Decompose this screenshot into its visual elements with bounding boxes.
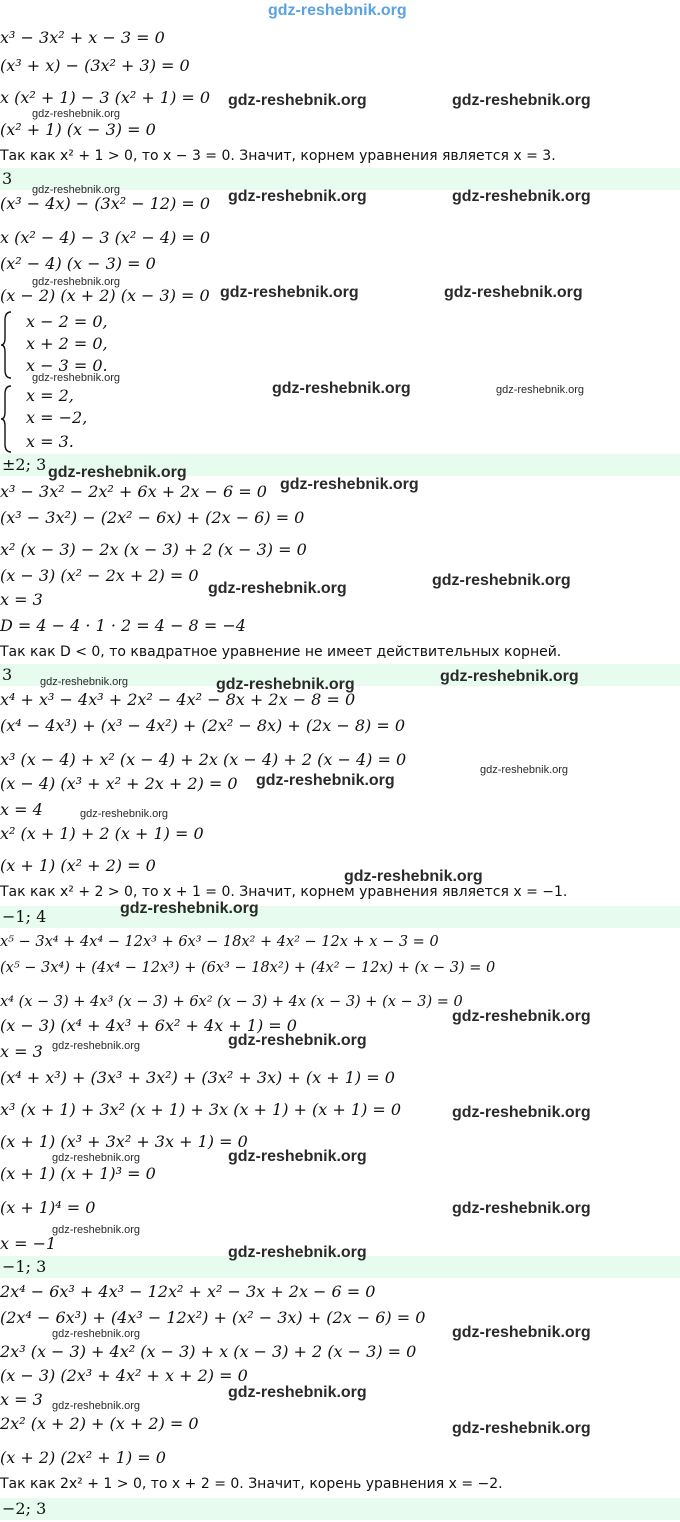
equation-line: (x⁵ − 3x⁴) + (4x⁴ − 12x³) + (6x³ − 18x²) + (4x² − 12x) + (x − 3) = 0: [0, 960, 496, 976]
system-brace: [0, 310, 12, 380]
explanation-text: Так как 2x² + 1 > 0, то x + 2 = 0. Значит, корень уравнения x = −2.: [0, 1476, 503, 1492]
equation-line: (x + 1) (x³ + 3x² + 3x + 1) = 0: [0, 1132, 248, 1151]
equation-line: (2x⁴ − 6x³) + (4x³ − 12x²) + (x² − 3x) + (2x − 6) = 0: [0, 1308, 426, 1327]
watermark: gdz-reshebnik.org: [432, 572, 571, 589]
equation-line: (x³ + x) − (3x² + 3) = 0: [0, 56, 190, 75]
equation-line: x⁵ − 3x⁴ + 4x⁴ − 12x³ + 6x³ − 18x² + 4x² − 12x + x − 3 = 0: [0, 934, 439, 950]
equation-line: (x − 2) (x + 2) (x − 3) = 0: [0, 286, 210, 305]
explanation-text: Так как x² + 2 > 0, то x + 1 = 0. Значит, корнем уравнения является x = −1.: [0, 884, 568, 900]
explanation-text: Так как D < 0, то квадратное уравнение не имеет действительных корней.: [0, 644, 562, 660]
equation-line: 2x³ (x − 3) + 4x² (x − 3) + x (x − 3) + 2 (x − 3) = 0: [0, 1342, 417, 1361]
answer-row: 3: [0, 168, 680, 190]
watermark: gdz-reshebnik.org: [440, 668, 579, 685]
watermark-small: gdz-reshebnik.org: [80, 808, 169, 820]
equation-line: (x + 1) (x² + 2) = 0: [0, 856, 156, 875]
watermark-small: gdz-reshebnik.org: [32, 108, 121, 120]
equation-line: (x + 1) (x + 1)³ = 0: [0, 1164, 156, 1183]
equation-line: x (x² − 4) − 3 (x² − 4) = 0: [0, 228, 211, 247]
equation-line: (x − 3) (x⁴ + 4x³ + 6x² + 4x + 1) = 0: [0, 1016, 297, 1035]
watermark-small: gdz-reshebnik.org: [52, 1152, 141, 1164]
answer-row: ±2; 3: [0, 454, 680, 476]
equation-line: x = 3: [0, 1042, 43, 1061]
watermark: gdz-reshebnik.org: [228, 1244, 367, 1261]
equation-line: 2x² (x + 2) + (x + 2) = 0: [0, 1414, 199, 1433]
system-line: x = 3.: [26, 432, 74, 451]
equation-line: x (x² + 1) − 3 (x² + 1) = 0: [0, 88, 211, 107]
equation-line: (x + 2) (2x² + 1) = 0: [0, 1448, 166, 1467]
explanation-text: Так как x² + 1 > 0, то x − 3 = 0. Значит, корнем уравнения является x = 3.: [0, 148, 556, 164]
equation-line: x² (x + 1) + 2 (x + 1) = 0: [0, 824, 204, 843]
equation-line: (x⁴ + x³) + (3x³ + 3x²) + (3x² + 3x) + (x + 1) = 0: [0, 1068, 395, 1087]
equation-line: x³ − 3x² + x − 3 = 0: [0, 28, 165, 47]
answer-row: −1; 3: [0, 1256, 680, 1278]
equation-line: x = 4: [0, 800, 43, 819]
watermark: gdz-reshebnik.org: [228, 1032, 367, 1049]
equation-line: x³ (x + 1) + 3x² (x + 1) + 3x (x + 1) + (x + 1) = 0: [0, 1100, 402, 1119]
equation-line: (x² − 4) (x − 3) = 0: [0, 254, 156, 273]
watermark: gdz-reshebnik.org: [120, 900, 259, 917]
equation-line: x⁴ + x³ − 4x³ + 2x² − 4x² − 8x + 2x − 8 = 0: [0, 690, 356, 709]
watermark-small: gdz-reshebnik.org: [32, 372, 121, 384]
watermark-small: gdz-reshebnik.org: [52, 1400, 141, 1412]
watermark: gdz-reshebnik.org: [216, 676, 355, 693]
equation-line: (x − 4) (x³ + x² + 2x + 2) = 0: [0, 774, 238, 793]
equation-line: (x + 1)⁴ = 0: [0, 1198, 96, 1217]
watermark: gdz-reshebnik.org: [272, 380, 411, 397]
equation-line: x² (x − 3) − 2x (x − 3) + 2 (x − 3) = 0: [0, 540, 307, 559]
watermark: gdz-reshebnik.org: [452, 188, 591, 205]
watermark-small: gdz-reshebnik.org: [496, 384, 585, 396]
watermark: gdz-reshebnik.org: [280, 476, 419, 493]
equation-line: x³ (x − 4) + x² (x − 4) + 2x (x − 4) + 2 (x − 4) = 0: [0, 750, 407, 769]
watermark: gdz-reshebnik.org: [220, 284, 359, 301]
equation-line: x = 3: [0, 590, 43, 609]
watermark: gdz-reshebnik.org: [452, 1200, 591, 1217]
watermark: gdz-reshebnik.org: [48, 464, 187, 481]
equation-line: (x³ − 3x²) − (2x² − 6x) + (2x − 6) = 0: [0, 508, 305, 527]
equation-line: (x⁴ − 4x³) + (x³ − 4x²) + (2x² − 8x) + (2x − 8) = 0: [0, 716, 406, 735]
site-watermark-header: gdz-reshebnik.org: [268, 2, 407, 19]
watermark: gdz-reshebnik.org: [208, 580, 347, 597]
equation-line: D = 4 − 4 · 1 · 2 = 4 − 8 = −4: [0, 616, 246, 635]
watermark: gdz-reshebnik.org: [228, 1148, 367, 1165]
equation-line: x = −1: [0, 1234, 57, 1253]
equation-line: x³ − 3x² − 2x² + 6x + 2x − 6 = 0: [0, 482, 267, 501]
equation-line: x = 3: [0, 1390, 43, 1409]
system-line: x = −2,: [26, 408, 88, 427]
system-line: x − 2 = 0,: [26, 312, 108, 331]
watermark: gdz-reshebnik.org: [228, 188, 367, 205]
watermark: gdz-reshebnik.org: [256, 772, 395, 789]
watermark: gdz-reshebnik.org: [452, 1420, 591, 1437]
watermark-small: gdz-reshebnik.org: [480, 764, 569, 776]
watermark: gdz-reshebnik.org: [452, 1104, 591, 1121]
watermark: gdz-reshebnik.org: [452, 92, 591, 109]
equation-line: (x² + 1) (x − 3) = 0: [0, 120, 156, 139]
system-brace: [0, 384, 12, 454]
watermark-small: gdz-reshebnik.org: [32, 276, 121, 288]
watermark: gdz-reshebnik.org: [452, 1008, 591, 1025]
system-line: x + 2 = 0,: [26, 334, 108, 353]
watermark-small: gdz-reshebnik.org: [52, 1328, 141, 1340]
equation-line: x⁴ (x − 3) + 4x³ (x − 3) + 6x² (x − 3) + 4x (x − 3) + (x − 3) = 0: [0, 994, 463, 1010]
watermark: gdz-reshebnik.org: [344, 868, 483, 885]
answer-row: 3: [0, 664, 680, 686]
answer-row: −2; 3: [0, 1498, 680, 1520]
watermark: gdz-reshebnik.org: [452, 1324, 591, 1341]
equation-line: (x − 3) (2x³ + 4x² + x + 2) = 0: [0, 1366, 248, 1385]
watermark: gdz-reshebnik.org: [444, 284, 583, 301]
equation-line: (x³ − 4x) − (3x² − 12) = 0: [0, 194, 211, 213]
answer-row: −1; 4: [0, 906, 680, 928]
watermark: gdz-reshebnik.org: [228, 1384, 367, 1401]
watermark-small: gdz-reshebnik.org: [40, 676, 129, 688]
system-line: x − 3 = 0.: [26, 356, 108, 375]
watermark-small: gdz-reshebnik.org: [52, 1224, 141, 1236]
equation-line: (x − 3) (x² − 2x + 2) = 0: [0, 566, 199, 585]
system-line: x = 2,: [26, 386, 74, 405]
watermark: gdz-reshebnik.org: [228, 92, 367, 109]
watermark-small: gdz-reshebnik.org: [32, 184, 121, 196]
watermark-small: gdz-reshebnik.org: [52, 1040, 141, 1052]
equation-line: 2x⁴ − 6x³ + 4x³ − 12x² + x² − 3x + 2x − 6 = 0: [0, 1282, 376, 1301]
